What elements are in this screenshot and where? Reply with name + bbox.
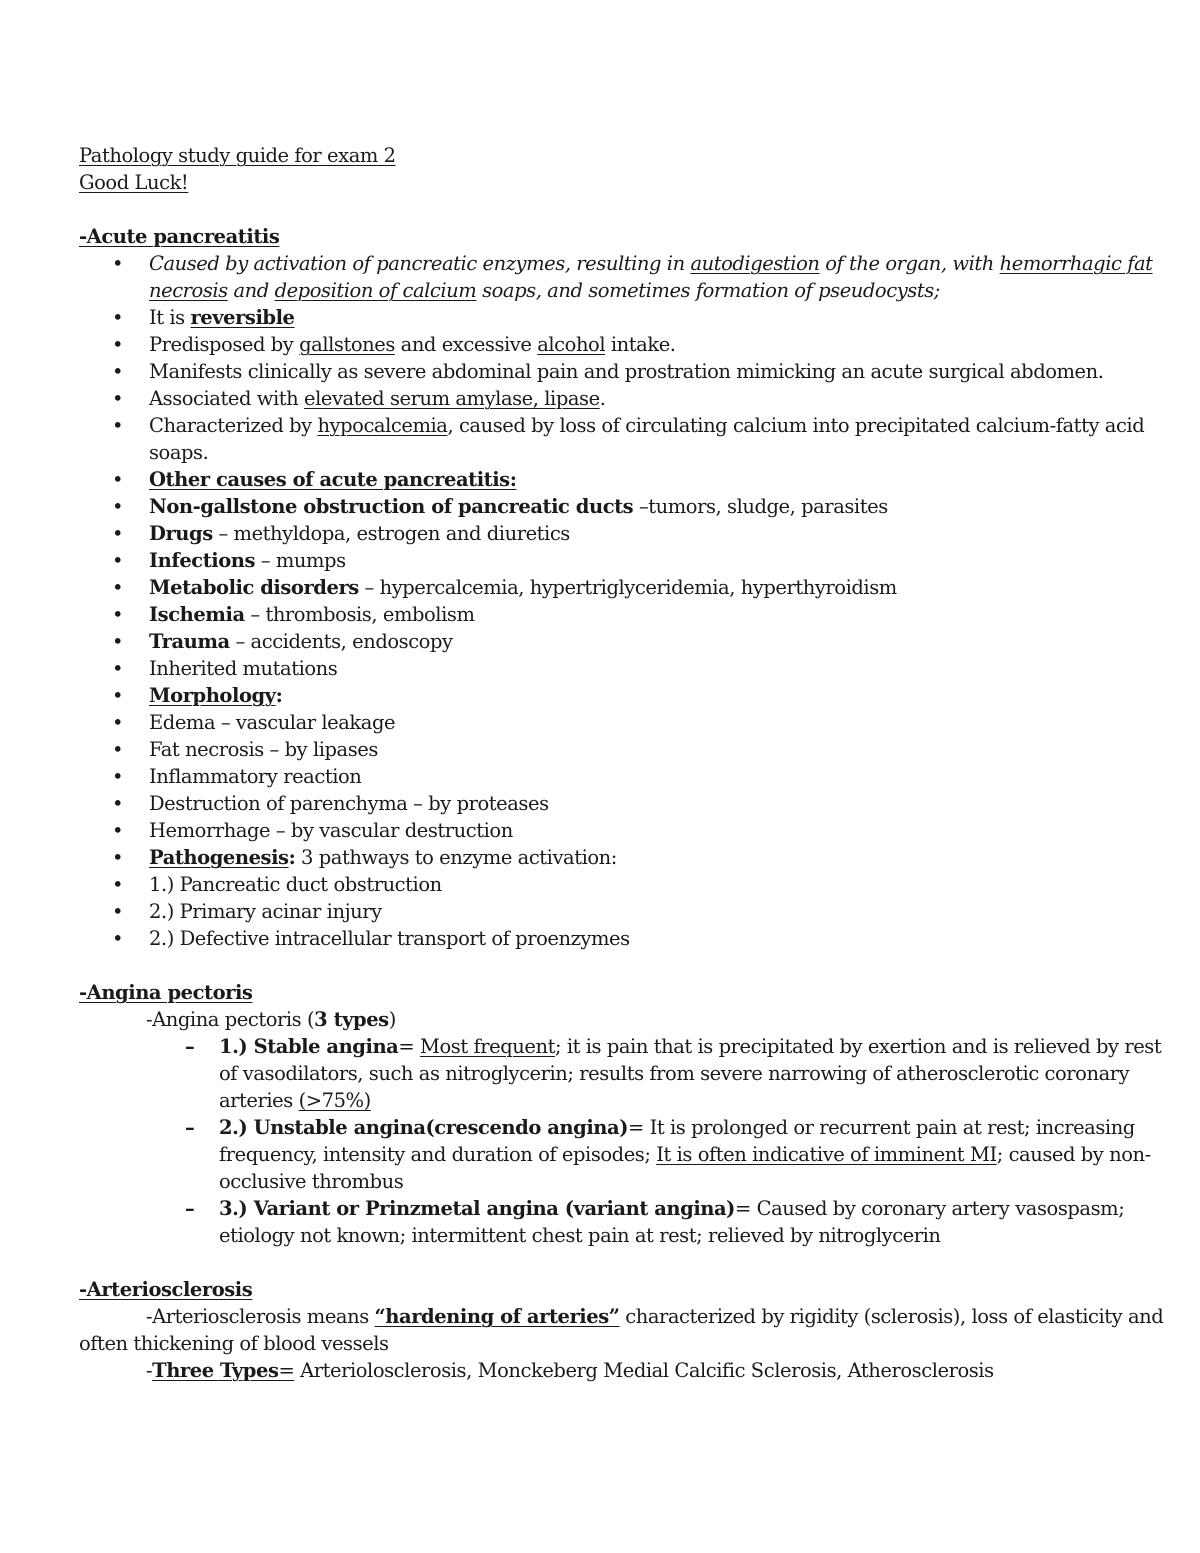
list-item: • Characterized by hypocalcemia, caused by loss of circulating calcium into precipitated calcium-fatty acid soaps. [112, 414, 1145, 464]
bullet-icon: • [112, 900, 124, 923]
list-item: • Other causes of acute pancreatitis: [112, 468, 517, 491]
list-item: • Pathogenesis: 3 pathways to enzyme activation: [112, 846, 617, 869]
list-item: • Fat necrosis – by lipases [112, 738, 378, 761]
pancreatitis-bullet-list [79, 250, 1184, 952]
bullet-icon: • [112, 495, 124, 518]
angina-type-list [79, 1033, 1184, 1249]
list-item: • 1.) Pancreatic duct obstruction [112, 873, 442, 896]
list-item: • Non-gallstone obstruction of pancreatic ducts –tumors, sludge, parasites [112, 495, 888, 518]
bullet-icon: • [112, 306, 124, 329]
list-item: • Drugs – methyldopa, estrogen and diuretics [112, 522, 570, 545]
list-item: – 1.) Stable angina= Most frequent; it is pain that is precipitated by exertion and is relieved by rest of vasodilators, such as nitroglycerin; results from severe narrowing of atherosclerotic coronary arteries (>75%) [185, 1035, 1162, 1112]
bullet-icon: • [112, 657, 124, 680]
arteriosclerosis-types: -Three Types= Arteriolosclerosis, Monckeberg Medial Calcific Sclerosis, Atherosclerosis [146, 1359, 994, 1382]
list-item: • It is reversible [112, 306, 295, 329]
list-item: – 3.) Variant or Prinzmetal angina (variant angina)= Caused by coronary artery vasospasm; etiology not known; intermittent chest pain at rest; relieved by nitroglycerin [185, 1197, 1125, 1247]
list-item: • Hemorrhage – by vascular destruction [112, 819, 513, 842]
section-heading-angina: -Angina pectoris [79, 981, 253, 1004]
bullet-icon: • [112, 792, 124, 815]
doc-title: Pathology study guide for exam 2 [79, 144, 396, 167]
bullet-icon: • [112, 603, 124, 626]
bullet-icon: • [112, 549, 124, 572]
bullet-icon: • [112, 927, 124, 950]
spacer [79, 1249, 1184, 1276]
list-item: • Edema – vascular leakage [112, 711, 396, 734]
list-item: • 2.) Primary acinar injury [112, 900, 382, 923]
bullet-icon: • [112, 387, 124, 410]
list-item: • Inherited mutations [112, 657, 338, 680]
bullet-icon: • [112, 333, 124, 356]
list-item: • Infections – mumps [112, 549, 346, 572]
list-item: • Caused by activation of pancreatic enzymes, resulting in autodigestion of the organ, with hemorrhagic fat necrosis and deposition of calcium soaps, and sometimes formation of pseudocysts; [112, 252, 1153, 302]
bullet-icon: • [112, 252, 124, 275]
bullet-icon: • [112, 684, 124, 707]
arteriosclerosis-definition: -Arteriosclerosis means “hardening of arteries” characterized by rigidity (sclerosis), loss of elasticity and often thickening of blood vessels [79, 1305, 1164, 1355]
section-heading-arteriosclerosis: -Arteriosclerosis [79, 1278, 253, 1301]
bullet-icon: • [112, 765, 124, 788]
bullet-icon: • [112, 414, 124, 437]
list-item: • Inflammatory reaction [112, 765, 362, 788]
bullet-icon: • [112, 738, 124, 761]
spacer [79, 196, 1184, 223]
bullet-icon: • [112, 711, 124, 734]
spacer [79, 952, 1184, 979]
bullet-icon: • [112, 468, 124, 491]
list-item: • Predisposed by gallstones and excessive alcohol intake. [112, 333, 676, 356]
list-item: • Trauma – accidents, endoscopy [112, 630, 453, 653]
bullet-icon: • [112, 576, 124, 599]
list-item: • Metabolic disorders – hypercalcemia, hypertriglyceridemia, hyperthyroidism [112, 576, 897, 599]
list-item: • Morphology: [112, 684, 283, 707]
dash-icon: – [185, 1197, 195, 1220]
list-item: • 2.) Defective intracellular transport of proenzymes [112, 927, 630, 950]
list-item: • Manifests clinically as severe abdominal pain and prostration mimicking an acute surgical abdomen. [112, 360, 1104, 383]
list-item: • Destruction of parenchyma – by proteases [112, 792, 549, 815]
list-item: • Ischemia – thrombosis, embolism [112, 603, 475, 626]
section-heading-pancreatitis: -Acute pancreatitis [79, 225, 280, 248]
dash-icon: – [185, 1035, 195, 1058]
angina-intro: -Angina pectoris (3 types) [146, 1008, 396, 1031]
bullet-icon: • [112, 522, 124, 545]
bullet-icon: • [112, 630, 124, 653]
list-item: – 2.) Unstable angina(crescendo angina)= It is prolonged or recurrent pain at rest; increasing frequency, intensity and duration of episodes; It is often indicative of imminent MI; caused by non-occlusive thrombus [185, 1116, 1151, 1193]
bullet-icon: • [112, 873, 124, 896]
document-page [79, 142, 1184, 1384]
bullet-icon: • [112, 819, 124, 842]
list-item: • Associated with elevated serum amylase, lipase. [112, 387, 606, 410]
doc-subtitle: Good Luck! [79, 171, 189, 194]
dash-icon: – [185, 1116, 195, 1139]
bullet-icon: • [112, 360, 124, 383]
bullet-icon: • [112, 846, 124, 869]
